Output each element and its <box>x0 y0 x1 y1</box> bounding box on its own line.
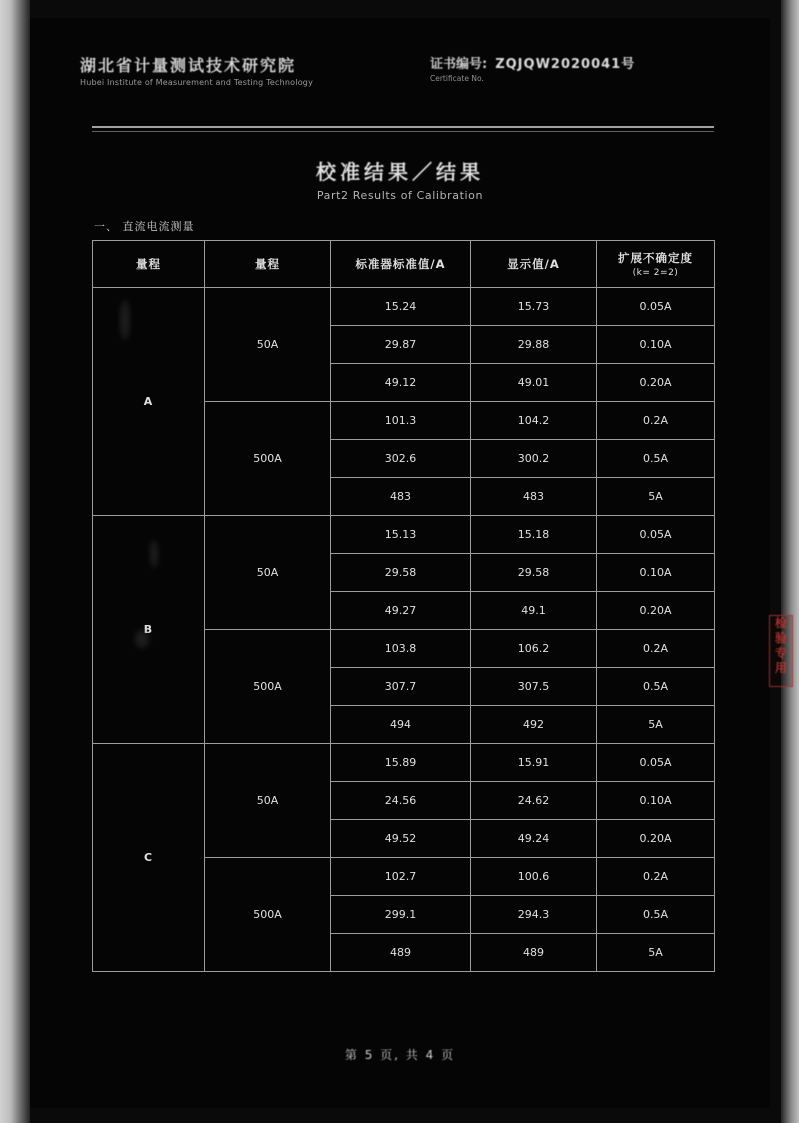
cell-standard: 302.6 <box>331 440 471 478</box>
cell-uncertainty: 0.10A <box>597 782 715 820</box>
cell-display: 104.2 <box>471 402 597 440</box>
cell-standard: 24.56 <box>331 782 471 820</box>
institute-name-cn: 湖北省计量测试技术研究院 <box>80 56 297 75</box>
inspection-seal: 检验专用 <box>769 615 793 687</box>
cell-standard: 307.7 <box>331 668 471 706</box>
cell-display: 106.2 <box>471 630 597 668</box>
header-rule <box>92 126 714 128</box>
certificate-label-en: Certificate No. <box>430 74 484 83</box>
cell-standard: 101.3 <box>331 402 471 440</box>
cell-standard: 489 <box>331 934 471 972</box>
cell-display: 294.3 <box>471 896 597 934</box>
cell-uncertainty: 0.2A <box>597 630 715 668</box>
cell-range: 50A <box>205 744 331 858</box>
cell-standard: 49.52 <box>331 820 471 858</box>
cell-display: 15.91 <box>471 744 597 782</box>
cell-standard: 483 <box>331 478 471 516</box>
cell-range: 500A <box>205 630 331 744</box>
cell-display: 492 <box>471 706 597 744</box>
institute-block <box>80 53 410 87</box>
cell-display: 100.6 <box>471 858 597 896</box>
cell-uncertainty: 0.05A <box>597 744 715 782</box>
document-sheet <box>30 18 770 1108</box>
table-body <box>93 288 715 972</box>
cell-range: 50A <box>205 288 331 402</box>
col-header-group: 量程 <box>93 241 205 288</box>
cell-uncertainty: 0.20A <box>597 820 715 858</box>
table-row <box>93 516 715 554</box>
cell-display: 49.24 <box>471 820 597 858</box>
cell-uncertainty: 5A <box>597 706 715 744</box>
cell-standard: 29.58 <box>331 554 471 592</box>
cell-display: 489 <box>471 934 597 972</box>
section-label: 一、 直流电流测量 <box>94 220 195 233</box>
cell-display: 15.73 <box>471 288 597 326</box>
cell-uncertainty: 0.05A <box>597 288 715 326</box>
certificate-number-block <box>430 53 720 83</box>
cell-uncertainty: 0.10A <box>597 554 715 592</box>
cell-standard: 49.12 <box>331 364 471 402</box>
table-row <box>93 288 715 326</box>
cell-standard: 29.87 <box>331 326 471 364</box>
cell-standard: 49.27 <box>331 592 471 630</box>
cell-standard: 15.24 <box>331 288 471 326</box>
col-header-standard: 标准器标准值/A <box>331 241 471 288</box>
institute-name-en: Hubei Institute of Measurement and Testing Technology <box>80 78 314 87</box>
cell-display: 29.58 <box>471 554 597 592</box>
col-header-uncertainty-sub: (k= 2=2) <box>632 268 679 278</box>
scan-smudge <box>120 300 130 340</box>
cell-standard: 15.89 <box>331 744 471 782</box>
header-rule-thin <box>92 131 714 132</box>
scan-smudge <box>150 540 158 568</box>
certificate-label-cn: 证书编号: <box>430 57 488 72</box>
cell-display: 49.01 <box>471 364 597 402</box>
cell-uncertainty: 0.20A <box>597 592 715 630</box>
document-header <box>80 53 720 87</box>
cell-display: 483 <box>471 478 597 516</box>
cell-display: 300.2 <box>471 440 597 478</box>
cell-uncertainty: 0.2A <box>597 402 715 440</box>
cell-standard: 103.8 <box>331 630 471 668</box>
cell-range: 500A <box>205 402 331 516</box>
document-title-en: Part2 Results of Calibration <box>316 189 484 202</box>
cell-range: 50A <box>205 516 331 630</box>
cell-display: 49.1 <box>471 592 597 630</box>
certificate-number-value: ZQJQW2020041号 <box>495 57 636 72</box>
cell-standard: 102.7 <box>331 858 471 896</box>
col-header-display: 显示值/A <box>471 241 597 288</box>
scan-edge-artifact-left <box>0 0 30 1123</box>
cell-standard: 15.13 <box>331 516 471 554</box>
col-header-range: 量程 <box>205 241 331 288</box>
document-title-block <box>30 156 770 202</box>
table-head <box>93 241 715 288</box>
cell-uncertainty: 5A <box>597 478 715 516</box>
cell-standard: 299.1 <box>331 896 471 934</box>
cell-range: 500A <box>205 858 331 972</box>
cell-uncertainty: 0.5A <box>597 668 715 706</box>
cell-standard: 494 <box>331 706 471 744</box>
cell-display: 29.88 <box>471 326 597 364</box>
cell-uncertainty: 0.5A <box>597 440 715 478</box>
cell-uncertainty: 0.10A <box>597 326 715 364</box>
cell-uncertainty: 5A <box>597 934 715 972</box>
cell-uncertainty: 0.20A <box>597 364 715 402</box>
page-footer: 第 5 页, 共 4 页 <box>344 1048 456 1062</box>
calibration-results-table <box>92 240 715 972</box>
table-header-row <box>93 241 715 288</box>
col-header-uncertainty: 扩展不确定度 (k= 2=2) <box>597 241 715 288</box>
table-row <box>93 744 715 782</box>
cell-uncertainty: 0.5A <box>597 896 715 934</box>
scan-edge-artifact-right <box>781 0 799 1123</box>
cell-group: C <box>93 744 205 972</box>
cell-group: B <box>93 516 205 744</box>
cell-display: 15.18 <box>471 516 597 554</box>
results-table-wrapper <box>92 240 714 972</box>
cell-uncertainty: 0.2A <box>597 858 715 896</box>
document-title-cn: 校准结果／结果 <box>316 160 484 184</box>
cell-uncertainty: 0.05A <box>597 516 715 554</box>
cell-display: 307.5 <box>471 668 597 706</box>
scan-smudge <box>135 630 149 648</box>
cell-display: 24.62 <box>471 782 597 820</box>
cell-group: A <box>93 288 205 516</box>
